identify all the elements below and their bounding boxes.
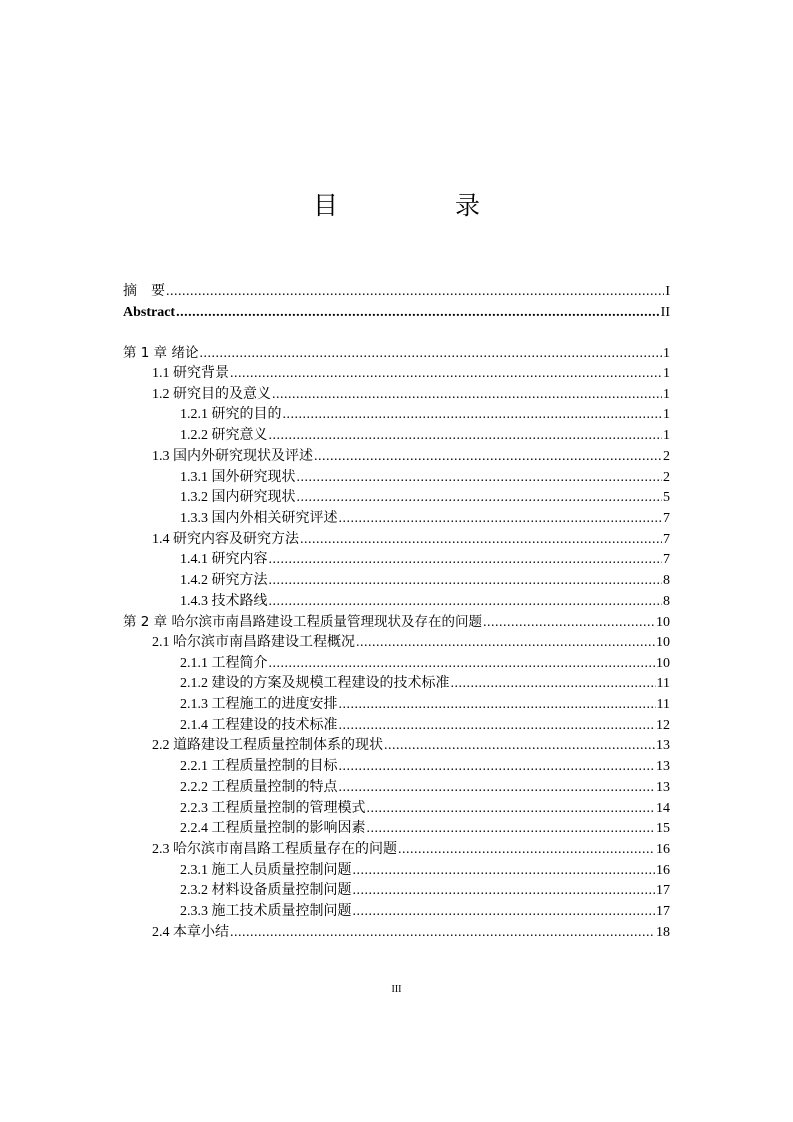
toc-entry[interactable] <box>123 488 670 509</box>
toc-entry-page: 10 <box>656 615 670 631</box>
dot-leader <box>483 613 655 634</box>
toc-entry[interactable] <box>123 716 670 737</box>
toc-entry-label: 2.3.1 施工人员质量控制问题 <box>180 862 352 878</box>
toc-entry-page: II <box>660 304 670 320</box>
toc-entry-label: 2.1 哈尔滨市南昌路建设工程概况 <box>152 635 355 650</box>
toc-entry[interactable] <box>123 736 670 757</box>
dot-leader <box>339 716 656 737</box>
toc-entry[interactable] <box>123 385 670 406</box>
page-number: III <box>391 984 402 995</box>
toc-entry-page: 13 <box>656 759 670 775</box>
toc-entry[interactable] <box>123 633 670 654</box>
toc-entry-label: 1.4.3 技术路线 <box>180 593 268 609</box>
toc-entry-page: 11 <box>656 697 670 713</box>
page-title: 目 录 <box>312 191 526 220</box>
toc-chapter-entry[interactable] <box>123 343 670 364</box>
toc-entry-label: 2.2.4 工程质量控制的影响因素 <box>180 821 366 837</box>
toc-entry[interactable] <box>123 592 670 613</box>
toc-entry-page: 7 <box>663 552 670 568</box>
toc-entry[interactable] <box>123 447 670 468</box>
toc-entry[interactable] <box>123 550 670 571</box>
toc-entry-label: 1.3.3 国内外相关研究评述 <box>180 510 338 526</box>
toc-entry[interactable] <box>123 509 670 530</box>
dot-leader <box>356 633 655 654</box>
toc-entry-page: 7 <box>663 531 670 547</box>
toc-entry[interactable] <box>123 364 670 385</box>
dot-leader <box>353 881 656 902</box>
toc-entry-page: 2 <box>663 448 670 464</box>
toc-entry[interactable] <box>123 819 670 840</box>
toc-entry[interactable] <box>123 923 670 944</box>
toc-entry-label: 1.4.2 研究方法 <box>180 572 268 588</box>
toc-entry[interactable] <box>123 881 670 902</box>
toc-entry[interactable] <box>123 571 670 592</box>
toc-entry-abstract-cn[interactable] <box>123 282 670 303</box>
toc-entry-label: 2.1.3 工程施工的进度安排 <box>180 697 338 713</box>
toc-entry-page: 10 <box>656 655 670 671</box>
toc-entry-label: 2.1.2 建设的方案及规模工程建设的技术标准 <box>180 676 450 692</box>
toc-entry-label: 2.1.1 工程简介 <box>180 655 268 671</box>
dot-leader <box>451 674 656 695</box>
toc-entry[interactable] <box>123 426 670 447</box>
toc-entry-label: 2.3.2 材料设备质量控制问题 <box>180 883 352 899</box>
toc-entry-page: 14 <box>656 800 670 816</box>
dot-leader <box>297 468 663 489</box>
toc-entry-page: 13 <box>656 738 670 754</box>
toc-entry-page: 8 <box>663 572 670 588</box>
toc-entry-label: 1.3 国内外研究现状及评述 <box>152 448 313 464</box>
dot-leader <box>314 447 662 468</box>
toc-entry-label: 1.2.1 研究的目的 <box>180 407 282 423</box>
toc-entry-page: 16 <box>656 862 670 878</box>
dot-leader <box>353 861 656 882</box>
toc-entry-page: 1 <box>663 386 670 402</box>
toc-entry-label: 2.2.1 工程质量控制的目标 <box>180 759 338 775</box>
toc-entry[interactable] <box>123 674 670 695</box>
toc-entry-label: 第 2 章 哈尔滨市南昌路建设工程质量管理现状及存在的问题 <box>123 614 482 631</box>
toc-entry-page: 1 <box>663 407 670 423</box>
toc-entry-page: 1 <box>663 346 670 362</box>
toc-entry[interactable] <box>123 861 670 882</box>
dot-leader <box>398 840 655 861</box>
toc-entry[interactable] <box>123 654 670 675</box>
toc-entry-label: 1.1 研究背景 <box>152 366 229 382</box>
toc-entry-label: 2.4 本章小结 <box>152 924 229 940</box>
toc-entry-label: 2.3.3 施工技术质量控制问题 <box>180 903 352 919</box>
dot-leader <box>339 757 656 778</box>
dot-leader <box>339 778 656 799</box>
toc-entry[interactable] <box>123 405 670 426</box>
toc-entry-label: 1.4.1 研究内容 <box>180 552 268 568</box>
toc-entry[interactable] <box>123 902 670 923</box>
toc-entry-page: 1 <box>663 428 670 444</box>
toc-entry[interactable] <box>123 530 670 551</box>
toc-entry-abstract-en[interactable] <box>123 303 670 324</box>
toc-entry-label: 摘 要 <box>123 284 165 299</box>
toc-entry-page: 16 <box>656 841 670 857</box>
dot-leader <box>269 571 663 592</box>
toc-entry-label: 1.4 研究内容及研究方法 <box>152 531 299 547</box>
dot-leader <box>269 550 663 571</box>
toc-entry-page: 5 <box>663 490 670 506</box>
toc-entry-page: 15 <box>656 821 670 837</box>
toc-entry-page: 17 <box>656 883 670 899</box>
dot-leader <box>367 819 656 840</box>
toc-entry-page: 11 <box>656 676 670 692</box>
toc-entry[interactable] <box>123 757 670 778</box>
toc-entry-label: 2.2.2 工程质量控制的特点 <box>180 779 338 795</box>
dot-leader <box>176 303 660 324</box>
toc-entry-page: I <box>665 284 670 299</box>
toc-entry-page: 7 <box>663 510 670 526</box>
toc-entry-label: 第 1 章 绪论 <box>123 345 199 362</box>
toc-entry-page: 2 <box>663 469 670 485</box>
toc-entry-label: 1.2 研究目的及意义 <box>152 386 271 402</box>
toc-entry-label: 2.1.4 工程建设的技术标准 <box>180 717 338 733</box>
toc-entry-label: 2.3 哈尔滨市南昌路工程质量存在的问题 <box>152 841 397 857</box>
dot-leader <box>384 736 655 757</box>
dot-leader <box>230 364 662 385</box>
toc-entry[interactable] <box>123 799 670 820</box>
toc-list <box>123 343 670 943</box>
toc-entry-label: 1.3.2 国内研究现状 <box>180 490 296 506</box>
dot-leader <box>230 923 655 944</box>
dot-leader <box>297 488 663 509</box>
dot-leader <box>166 282 664 303</box>
toc-entry-page: 1 <box>663 366 670 382</box>
dot-leader <box>367 799 656 820</box>
dot-leader <box>339 695 656 716</box>
toc-spacer <box>123 323 670 343</box>
toc-entry-label: 2.2 道路建设工程质量控制体系的现状 <box>152 738 383 754</box>
dot-leader <box>353 902 656 923</box>
dot-leader <box>300 530 662 551</box>
dot-leader <box>272 385 662 406</box>
toc-entry-page: 8 <box>663 593 670 609</box>
toc-entry-label: 1.2.2 研究意义 <box>180 428 268 444</box>
dot-leader <box>269 592 663 613</box>
toc-entry-label: 1.3.1 国外研究现状 <box>180 469 296 485</box>
toc-entry-label: Abstract <box>123 304 176 320</box>
toc-entry-page: 13 <box>656 779 670 795</box>
toc-entry-page: 17 <box>656 903 670 919</box>
dot-leader <box>199 344 662 365</box>
toc-chapter-entry[interactable] <box>123 612 670 633</box>
toc-entry[interactable] <box>123 695 670 716</box>
toc-entry[interactable] <box>123 468 670 489</box>
toc-entry-page: 18 <box>656 924 670 940</box>
toc-entry[interactable] <box>123 778 670 799</box>
table-of-contents <box>123 282 670 943</box>
dot-leader <box>269 654 656 675</box>
toc-entry-label: 2.2.3 工程质量控制的管理模式 <box>180 800 366 816</box>
toc-entry-page: 10 <box>656 635 670 650</box>
dot-leader <box>339 509 663 530</box>
dot-leader <box>283 405 663 426</box>
toc-entry-page: 12 <box>656 717 670 733</box>
toc-entry[interactable] <box>123 840 670 861</box>
dot-leader <box>269 426 663 447</box>
